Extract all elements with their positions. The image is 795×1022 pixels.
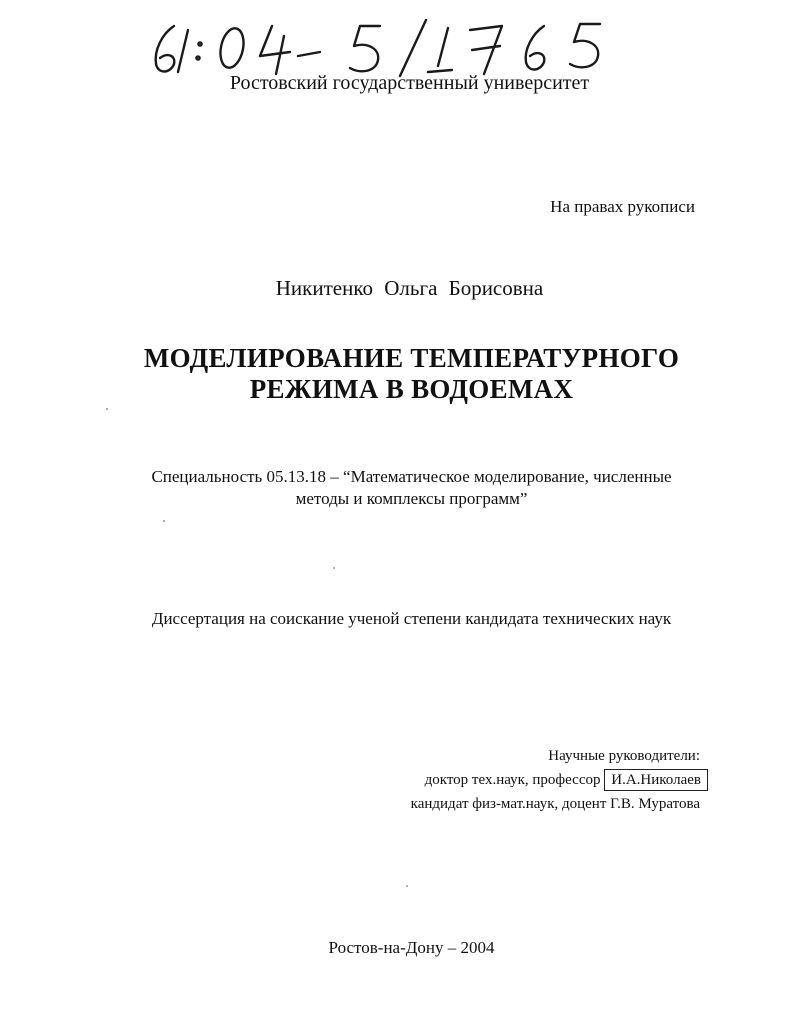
title-line-2: РЕЖИМА В ВОДОЕМАХ xyxy=(249,374,574,404)
supervisor-first-prefix: доктор тех.наук, профессор xyxy=(424,772,601,788)
supervisors-heading: Научные руководители: xyxy=(548,748,700,764)
supervisors-block xyxy=(411,744,700,816)
dissertation-title xyxy=(14,343,795,405)
specialty-line-2: методы и комплексы программ” xyxy=(295,489,528,508)
scan-speck xyxy=(163,520,165,522)
scan-speck xyxy=(333,567,335,569)
manuscript-note: На правах рукописи xyxy=(550,197,695,216)
scan-speck xyxy=(106,408,108,410)
city-year: Ростов-на-Дону – 2004 xyxy=(328,938,495,957)
dissertation-type: Диссертация на соискание ученой степени кандидата технических наук xyxy=(151,609,672,628)
handwritten-catalog-number xyxy=(148,12,638,80)
author-name: Никитенко Ольга Борисовна xyxy=(275,276,544,300)
scan-speck xyxy=(406,885,408,887)
university-name: Ростовский государственный университет xyxy=(229,72,590,94)
specialty xyxy=(14,466,795,510)
specialty-line-1: Специальность 05.13.18 – “Математическое моделирование, численные xyxy=(151,467,672,486)
supervisor-second: кандидат физ-мат.наук, доцент Г.В. Муратова xyxy=(410,796,700,812)
title-line-1: МОДЕЛИРОВАНИЕ ТЕМПЕРАТУРНОГО xyxy=(143,343,680,373)
supervisor-first xyxy=(411,768,700,792)
supervisor-first-name: И.А.Николаев xyxy=(604,769,708,791)
